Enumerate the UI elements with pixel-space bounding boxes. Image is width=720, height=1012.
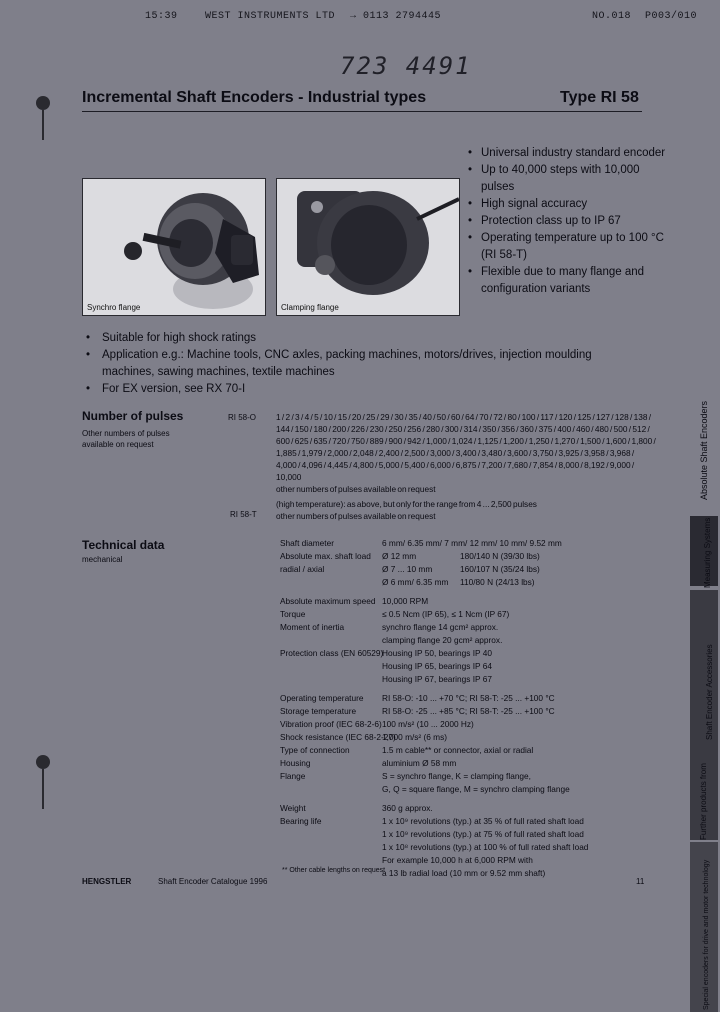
- pulses-values-t: (high temperature): as above, but only for the range from 4 ... 2,500 pulses: [276, 499, 537, 509]
- model-ri58-t: RI 58-T: [230, 510, 257, 519]
- table-row: Protection class (EN 60529) Housing IP 50, bearings IP 40: [280, 648, 492, 658]
- footer-catalog: Shaft Encoder Catalogue 1996: [158, 877, 268, 886]
- title-rule: [82, 111, 642, 112]
- table-row: Absolute max. shaft load Ø 12 mm 180/140 N (39/30 lbs): [280, 551, 540, 561]
- feature-item: • High signal accuracy: [468, 196, 668, 213]
- feature-item: • Up to 40,000 steps with 10,000 pulses: [468, 162, 668, 196]
- table-row: Flange S = synchro flange, K = clamping flange,: [280, 771, 531, 781]
- caption-synchro: Synchro flange: [87, 303, 141, 312]
- feature-list: [468, 145, 668, 298]
- footer-page: 11: [636, 877, 645, 886]
- table-row: Type of connection 1.5 m cable** or connector, axial or radial: [280, 745, 534, 755]
- clamping-encoder-image: [277, 179, 459, 315]
- table-row: Torque ≤ 0.5 Ncm (IP 65), ≤ 1 Ncm (IP 67): [280, 609, 510, 619]
- table-row: Housing aluminium Ø 58 mm: [280, 758, 457, 768]
- table-row: Bearing life 1 x 10⁹ revolutions (typ.) at 35 % of full rated shaft load: [280, 816, 584, 826]
- binder-hole: [36, 755, 50, 769]
- table-row: clamping flange 20 gcm² approx.: [382, 635, 503, 645]
- technical-table: [280, 538, 660, 881]
- photo-synchro-flange: [82, 178, 266, 316]
- table-row: Operating temperature RI 58-O: -10 ... +70 °C; RI 58-T: -25 ... +100 °C: [280, 693, 555, 703]
- model-ri58-o: RI 58-O: [228, 413, 257, 422]
- footnote: ** Other cable lengths on request: [282, 867, 386, 874]
- pulses-values-o: 1 / 2 / 3 / 4 / 5 / 10 / 15 / 20 / 25 / 29 / 30 / 35 / 40 / 50 / 60 / 64 / 70 / 72 / 80 / 100 / 117 / 120 / 125 / 127 / 128 / 138 / 144 / 150 / 180 / 200 / 226 / 230 / 250 / 256 / 280 / 300 / 314 / 350 / 356 / 360 / 375 / 400 / 460 / 480 / 500 / 512 / 600 / 625 / 635 / 720 / 750 / 889 / 900 / 942 / 1,000 / 1,024 / 1,125 / 1,200 / 1,250 / 1,270 / 1,500 / 1,600 / 1,800 / 1,885 / 1,979 / 2,000 / 2,048 / 2,400 / 2,500 / 3,000 / 3,400 / 3,480 / 3,600 / 3,750 / 3,925 / 3,958 / 3,968 / 4,000 / 4,096 / 4,445 / 4,800 / 5,000 / 5,400 / 6,000 / 6,875 / 7,200 / 7,680 / 7,854 / 8,000 / 8,192 / 9,000 / 10,000: [276, 412, 656, 482]
- table-row: a 13 lb radial load (10 mm or 9.52 mm shaft): [382, 868, 546, 878]
- fax-sender: WEST INSTRUMENTS LTD: [205, 11, 336, 22]
- side-tab-further: Further products from: [699, 763, 708, 840]
- table-row: Ø 6 mm/ 6.35 mm 110/80 N (24/13 lbs): [382, 577, 535, 587]
- general-item: • For EX version, see RX 70-I: [82, 381, 642, 398]
- binder-hole: [36, 96, 50, 110]
- table-row: Moment of inertia synchro flange 14 gcm² approx.: [280, 622, 499, 632]
- hole-mark: [42, 110, 44, 140]
- footer-brand: HENGSTLER: [82, 877, 132, 886]
- side-tab-accessories: Shaft Encoder Accessories: [705, 644, 714, 740]
- table-row: 1 x 10⁸ revolutions (typ.) at 100 % of full rated shaft load: [382, 842, 589, 852]
- feature-item: • Flexible due to many flange and configuration variants: [468, 264, 668, 298]
- feature-item: • Universal industry standard encoder: [468, 145, 668, 162]
- table-row: Shock resistance (IEC 68-2-27) 1,000 m/s² (6 ms): [280, 732, 448, 742]
- table-row: G, Q = square flange, M = synchro clamping flange: [382, 784, 570, 794]
- table-row: 1 x 10⁹ revolutions (typ.) at 75 % of full rated shaft load: [382, 829, 584, 839]
- table-row: Housing IP 67, bearings IP 67: [382, 674, 492, 684]
- general-list: [82, 330, 642, 398]
- hole-mark: [42, 769, 44, 809]
- table-row: Absolute maximum speed 10,000 RPM: [280, 596, 429, 606]
- technical-subheading: mechanical: [82, 555, 123, 564]
- table-row: Weight 360 g approx.: [280, 803, 433, 813]
- general-item: • Application e.g.: Machine tools, CNC axles, packing machines, motors/drives, injection moulding machines, sawing machines, textile machines: [82, 347, 642, 381]
- pulses-note: Other numbers of pulses available on request: [82, 429, 170, 449]
- table-row: Shaft diameter 6 mm/ 6.35 mm/ 7 mm/ 12 mm/ 10 mm/ 9.52 mm: [280, 538, 562, 548]
- pulses-values-o-other: other numbers of pulses available on request: [276, 484, 436, 494]
- photo-clamping-flange: [276, 178, 460, 316]
- handwritten-note: 723 4491: [340, 52, 472, 80]
- pulses-values: [276, 411, 656, 522]
- pulses-heading: Number of pulses: [82, 409, 184, 423]
- table-row: Storage temperature RI 58-O: -25 ... +85 °C; RI 58-T: -25 ... +100 °C: [280, 706, 555, 716]
- table-row: Housing IP 65, bearings IP 64: [382, 661, 492, 671]
- feature-item: • Protection class up to IP 67: [468, 213, 668, 230]
- table-row: radial / axial Ø 7 ... 10 mm 160/107 N (35/24 lbs): [280, 564, 540, 574]
- table-row: Vibration proof (IEC 68-2-6) 100 m/s² (10 ... 2000 Hz): [280, 719, 474, 729]
- fax-page: P003/010: [645, 11, 698, 22]
- pulses-values-t-other: other numbers of pulses available on request: [276, 511, 436, 521]
- general-item: • Suitable for high shock ratings: [82, 330, 642, 347]
- fax-phone: → 0113 2794445: [350, 11, 442, 22]
- side-tab-absolute: Absolute Shaft Encoders: [699, 400, 709, 500]
- page-title: Incremental Shaft Encoders - Industrial types: [82, 89, 427, 106]
- fax-time: 15:39: [145, 11, 178, 22]
- caption-clamping: Clamping flange: [281, 303, 339, 312]
- technical-heading: Technical data: [82, 538, 165, 552]
- type-label: Type RI 58: [560, 89, 639, 106]
- feature-item: • Operating temperature up to 100 °C (RI 58-T): [468, 230, 668, 264]
- side-tab-special: Special encoders for drive and motor technology: [703, 859, 710, 1010]
- side-tab-measuring: Measuring Systems: [703, 517, 712, 588]
- table-row: For example 10,000 h at 6,000 RPM with: [382, 855, 533, 865]
- fax-number: NO.018: [592, 11, 632, 22]
- synchro-encoder-image: [83, 179, 265, 315]
